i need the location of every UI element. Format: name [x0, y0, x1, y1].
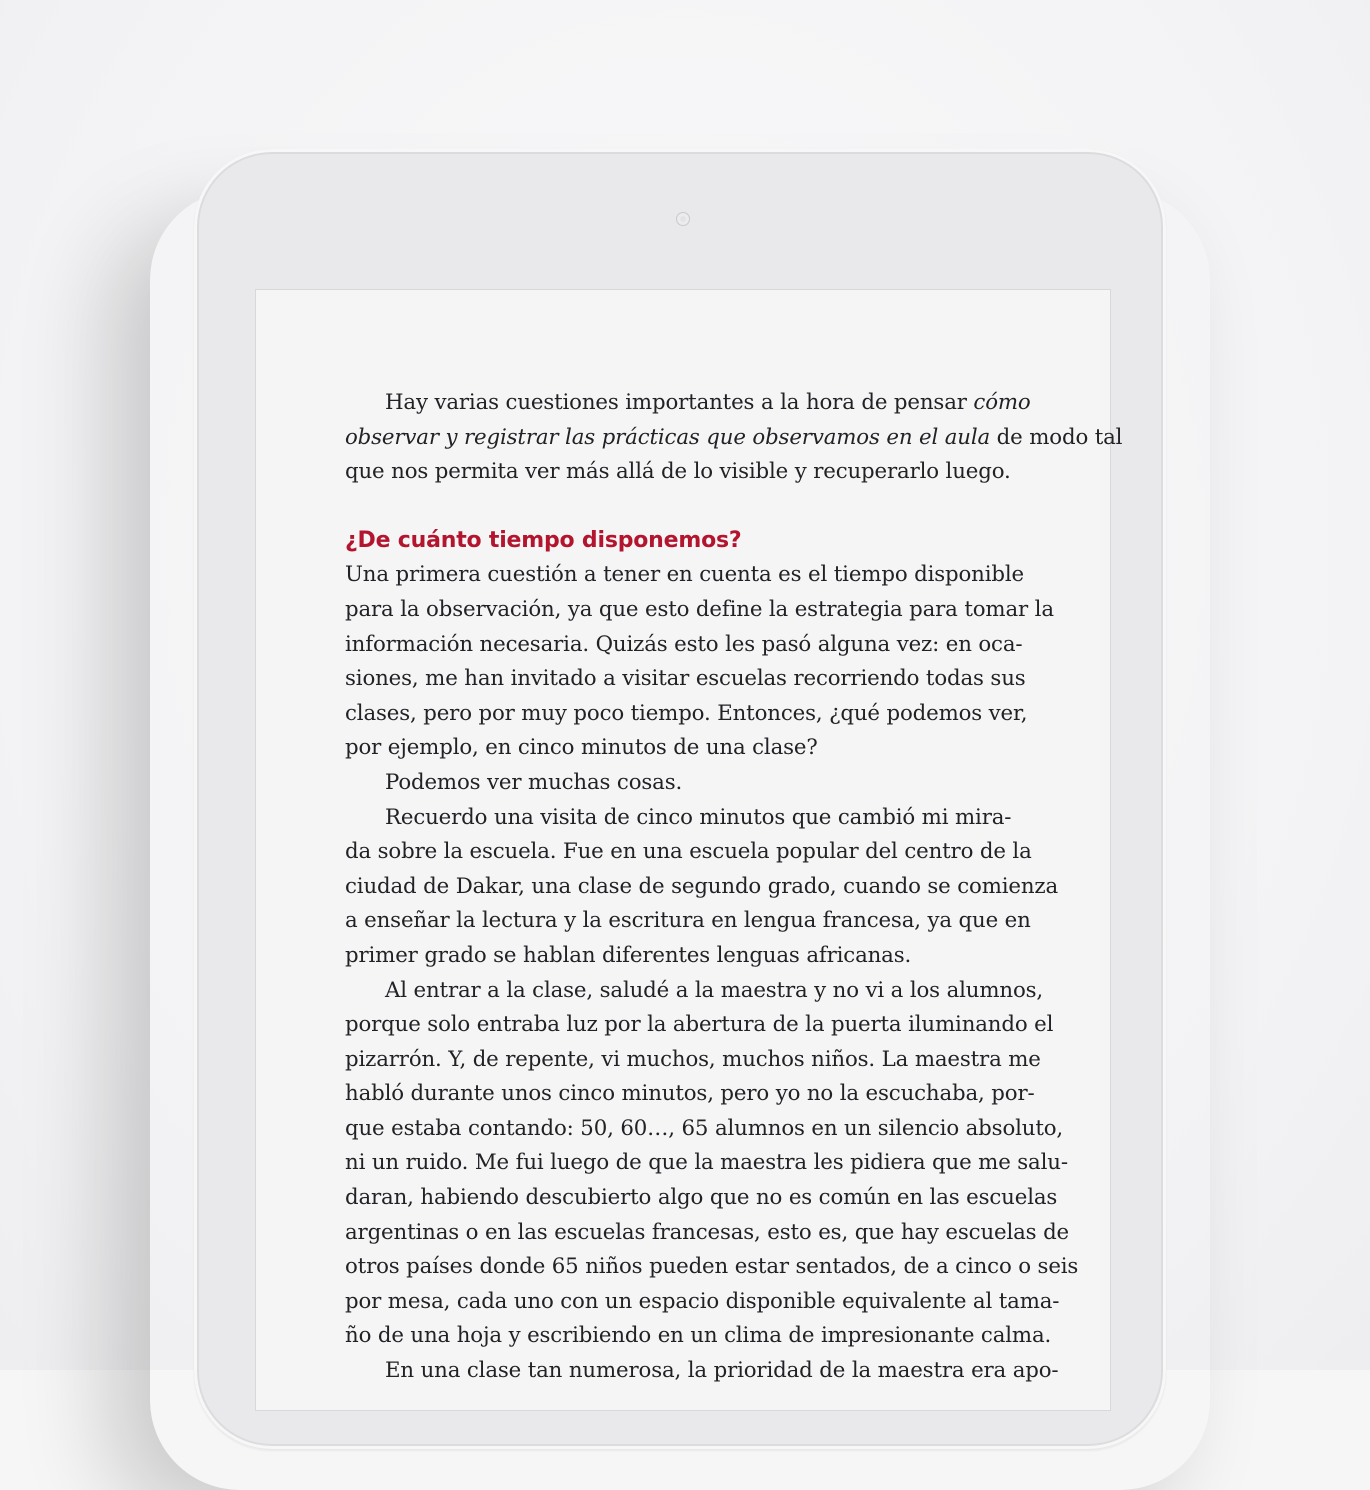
body-line: Al entrar a la clase, saludé a la maestra y no vi a los alumnos, [385, 977, 1044, 1003]
front-camera-icon [676, 212, 690, 226]
body-line: habló durante unos cinco minutos, pero yo no la escuchaba, por- [345, 1081, 1035, 1107]
body-line: ño de una hoja y escribiendo en un clima de impresionante calma. [345, 1323, 1052, 1349]
body-line: Una primera cuestión a tener en cuenta es el tiempo disponible [345, 562, 1025, 588]
body-line: Podemos ver muchas cosas. [385, 769, 683, 795]
intro-line-2: observar y registrar las prácticas que observamos en el aula de modo tal [345, 424, 1123, 450]
intro-line-3: que nos permita ver más allá de lo visible y recuperarlo luego. [345, 459, 1011, 485]
body-line: información necesaria. Quizás esto les pasó alguna vez: en oca- [345, 631, 1023, 657]
body-line: pizarrón. Y, de repente, vi muchos, muchos niños. La maestra me [345, 1046, 1041, 1072]
section-heading: ¿De cuánto tiempo disponemos? [345, 527, 742, 553]
body-line: clases, pero por muy poco tiempo. Entonces, ¿qué podemos ver, [345, 700, 1028, 726]
body-line: da sobre la escuela. Fue en una escuela popular del centro de la [345, 839, 1032, 865]
body-line: otros países donde 65 niños pueden estar sentados, de a cinco o seis [345, 1254, 1079, 1280]
body-line: por mesa, cada uno con un espacio disponible equivalente al tama- [345, 1288, 1060, 1314]
body-line: ni un ruido. Me fui luego de que la maestra les pidiera que me salu- [345, 1150, 1068, 1176]
body-line: porque solo entraba luz por la abertura de la puerta iluminando el [345, 1012, 1054, 1038]
body-line: a enseñar la lectura y la escritura en lengua francesa, ya que en [345, 908, 1031, 934]
body-line: argentinas o en las escuelas francesas, esto es, que hay escuelas de [345, 1219, 1070, 1245]
body-line: que estaba contando: 50, 60…, 65 alumnos en un silencio absoluto, [345, 1115, 1064, 1141]
tablet-screen[interactable] [256, 290, 1123, 1410]
body-line: primer grado se hablan diferentes lenguas africanas. [345, 942, 912, 968]
body-line: daran, habiendo descubierto algo que no es común en las escuelas [345, 1185, 1058, 1211]
body-line: siones, me han invitado a visitar escuelas recorriendo todas sus [345, 666, 1026, 692]
ebook-page [345, 386, 1123, 1389]
intro-line-1: Hay varias cuestiones importantes a la hora de pensar cómo [385, 390, 1031, 415]
body-line: por ejemplo, en cinco minutos de una clase? [345, 735, 818, 761]
body-line: Recuerdo una visita de cinco minutos que cambió mi mira- [385, 804, 1012, 830]
body-line: para la observación, ya que esto define la estrategia para tomar la [345, 596, 1054, 622]
body-line: ciudad de Dakar, una clase de segundo grado, cuando se comienza [345, 873, 1059, 899]
body-line: En una clase tan numerosa, la prioridad de la maestra era apo- [385, 1358, 1059, 1384]
